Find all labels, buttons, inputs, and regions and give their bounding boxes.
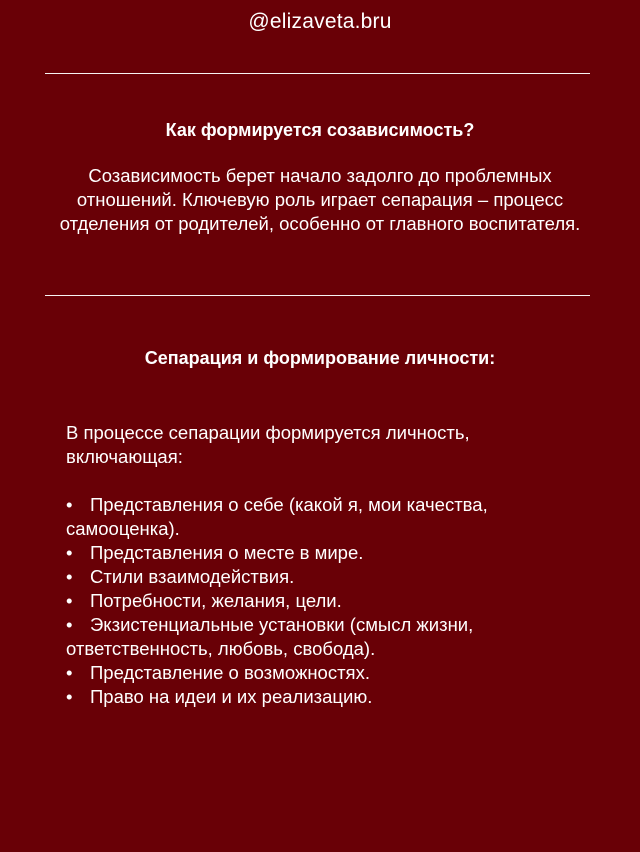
list-item-text: Представления о месте в мире. — [90, 542, 364, 563]
bullet-icon: • — [66, 542, 73, 563]
list-item — [66, 661, 596, 685]
bullet-icon: • — [66, 494, 73, 515]
list-item-text: Право на идеи и их реализацию. — [90, 686, 373, 707]
list-item — [66, 541, 596, 565]
personality-components-list — [66, 493, 596, 709]
bullet-icon: • — [66, 590, 73, 611]
list-item — [66, 565, 596, 589]
list-item — [66, 685, 596, 709]
bullet-icon: • — [66, 614, 73, 635]
section-intro-separation: В процессе сепарации формируется личность, включающая: — [66, 422, 470, 467]
list-item — [66, 589, 596, 613]
list-item-text: Стили взаимодействия. — [90, 566, 295, 587]
top-divider — [45, 73, 590, 74]
section-title-separation: Сепарация и формирование личности: — [144, 348, 496, 368]
list-item-text: Потребности, желания, цели. — [90, 590, 342, 611]
bullet-icon: • — [66, 566, 73, 587]
bullet-icon: • — [66, 686, 73, 707]
list-item — [66, 493, 596, 541]
bullet-icon: • — [66, 662, 73, 683]
list-item — [66, 613, 596, 661]
section-title-codependency: Как формируется созависимость? — [165, 120, 475, 140]
author-handle: @elizaveta.bru — [248, 10, 392, 33]
list-item-text: Экзистенциальные установки (смысл жизни, ответственность, любовь, свобода). — [66, 614, 474, 659]
list-item-text: Представления о себе (какой я, мои качества, самооценка). — [66, 494, 488, 539]
middle-divider — [45, 295, 590, 296]
list-item-text: Представление о возможностях. — [90, 662, 370, 683]
section-paragraph-codependency: Созависимость берет начало задолго до проблемных отношений. Ключевую роль играет сепарация – процесс отделения от родителей, особенно от главного воспитателя. — [59, 165, 581, 234]
